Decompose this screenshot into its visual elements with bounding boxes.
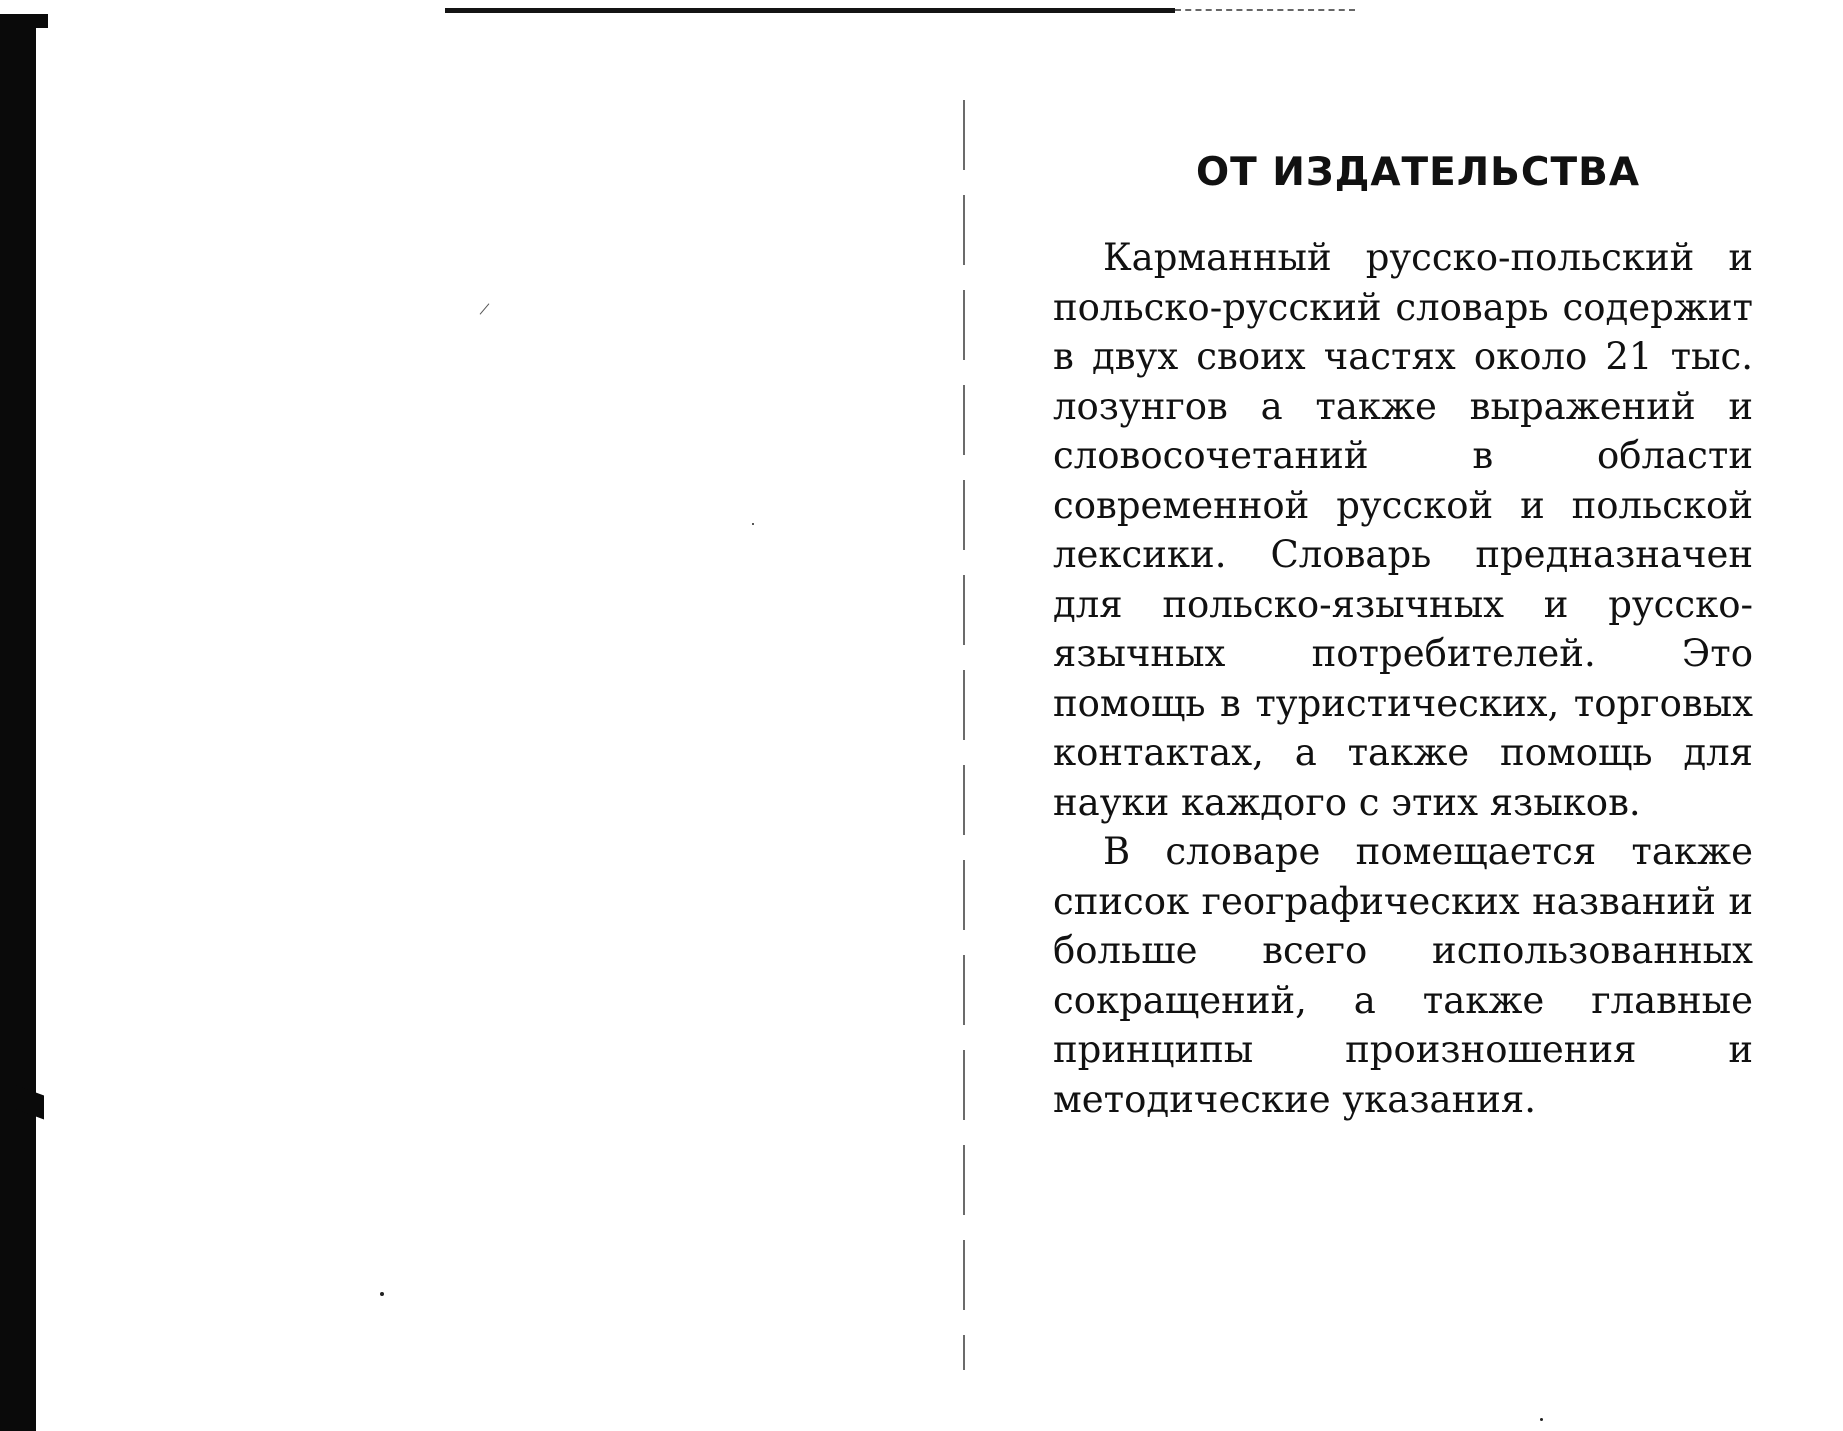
page-title: ОТ ИЗДАТЕЛЬСТВА — [1195, 150, 1641, 195]
paragraph-2: В словаре помещается также список географических названий и больше всего использованных сокращений, а также главные принципы произношения и методические указания. — [1053, 830, 1753, 1121]
scan-speck — [752, 523, 754, 525]
page-gutter — [963, 100, 965, 1370]
publisher-note-page — [1053, 150, 1753, 1124]
paragraph-1: Карманный русско-польский и польско-русский словарь содержит в двух своих частях около 21 тыс. лозунгов а также выражений и словосочетаний в области современной русской и польской лексики. Словарь предназначен для польско-язычных и русско-язычных потребителей. Это помощь в туристических, торговых контактах, а также помощь для науки каждого с этих языков. — [1053, 236, 1753, 824]
scan-left-edge — [0, 14, 36, 1431]
scan-speck — [1540, 1418, 1543, 1421]
scan-top-rule-faint — [1175, 9, 1355, 13]
scan-left-edge-hook — [0, 14, 48, 28]
scan-speck — [380, 1292, 384, 1296]
scan-top-rule — [445, 8, 1175, 13]
scan-scratch — [480, 303, 490, 314]
